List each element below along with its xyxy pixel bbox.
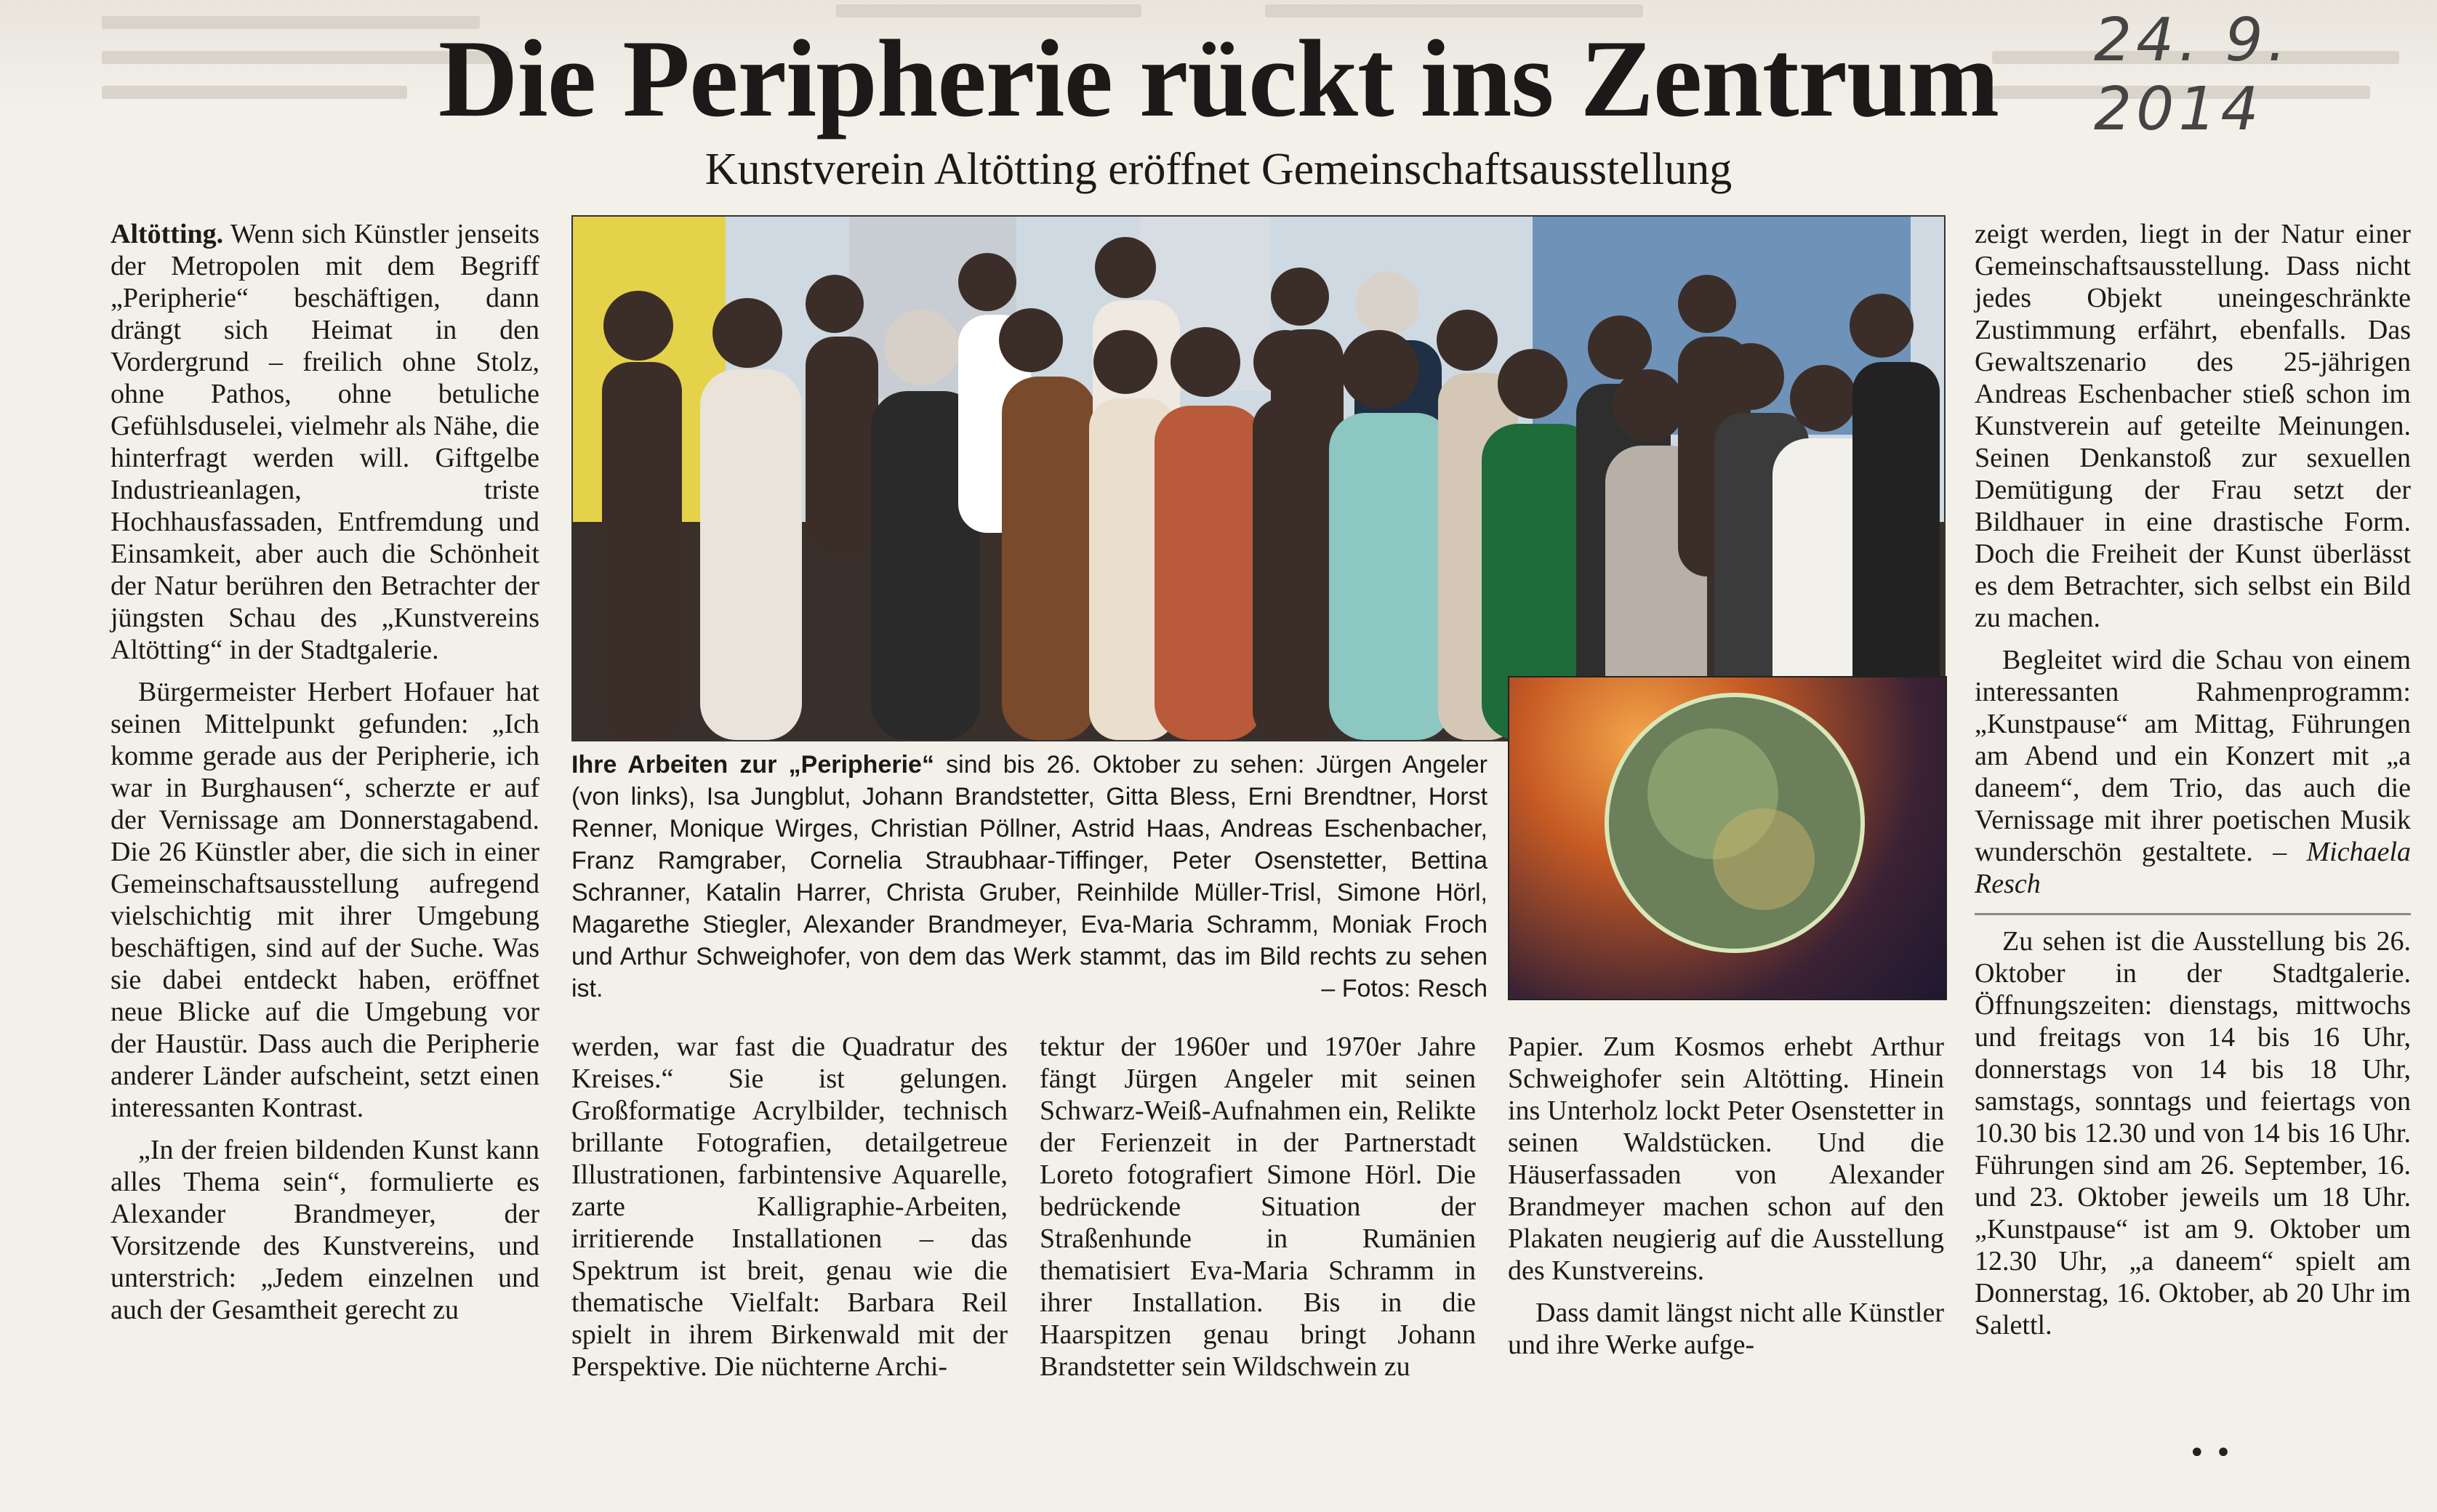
paragraph: Begleitet wird die Schau von einem interessanten Rahmenprogramm: „Kunstpause“ am Mittag, Führungen am Abend und ein Konzert mit „a daneem“, dem Trio, das auch die Vernissage mit ihrer poetischen Musik wunderschön gestaltete. – Michaela Resch	[1975, 645, 2411, 899]
author-signature: – Michaela Resch	[1975, 837, 2411, 899]
paragraph: werden, war fast die Quadratur des Kreises.“ Sie ist gelungen. Großformatige Acrylbilder, technisch brillante Fotografien, detailgetreue Illustrationen, farbintensive Aquarelle, zarte Kalligraphie-Arbeiten, irritierende Installationen – das Spektrum ist breit, genau wie die thematische Vielfalt: Barbara Reil spielt in ihrem Birkenwald mit der Perspektive. Die nüchterne Archi-	[571, 1032, 1008, 1382]
dateline: Altötting.	[111, 219, 224, 249]
subheadline: Kunstverein Altötting eröffnet Gemeinschaftsausstellung	[704, 145, 1733, 194]
group-photo	[571, 215, 1946, 741]
paragraph: Dass damit längst nicht alle Künstler und ihre Werke aufge-	[1508, 1298, 1944, 1360]
caption-lead: Ihre Arbeiten zur „Peripherie“	[571, 751, 934, 779]
paragraph: Bürgermeister Herbert Hofauer hat seinen Mittelpunkt gefunden: „Ich komme gerade aus der Peripherie, ich war in Burghausen“, scherzte er auf der Vernissage am Donnerstagabend. Die 26 Künstler aber, die sich in einer Gemeinschaftsausstellung aufregend vielschichtig mit ihrer Umgebung beschäftigen, sind auf der Suche. Was sie dabei entdeckt haben, eröffnet neue Blicke auf die Umgebung vor der Haustür. Dass auch die Peripherie anderer Länder aufscheint, setzt einen interessanten Kontrast.	[111, 677, 539, 1123]
article-column-2	[571, 1031, 1008, 1394]
article-column-1	[111, 218, 539, 1396]
paragraph: „In der freien bildenden Kunst kann alles Thema sein“, formulierte es Alexander Brandmeyer, der Vorsitzende des Kunstvereins, und unterstrich: „Jedem einzelnen und auch der Gesamtheit gerecht zu	[111, 1135, 539, 1325]
article-column-5	[1975, 218, 2411, 1410]
paragraph: tektur der 1960er und 1970er Jahre fängt Jürgen Angeler mit seinen Schwarz-Weiß-Aufnahmen ein, Relikte der Ferienzeit in der Partnerstadt Loreto fotografiert Simone Hörl. Die bedrückende Situation der Straßenhunde in Rumänien thematisiert Eva-Maria Schramm in ihrer Installation. Bis in die Haarspitzen genau bringt Johann Brandstetter sein Wildschwein zu	[1040, 1032, 1476, 1382]
paragraph: Papier. Zum Kosmos erhebt Arthur Schweighofer sein Altötting. Hinein ins Unterholz lockt Peter Osenstetter in seinen Waldstücken. Und die Häuserfassaden von Alexander Brandmeyer machen schon auf den Plakaten neugierig auf die Ausstellung des Kunstvereins.	[1508, 1032, 1944, 1286]
headline: Die Peripherie rückt ins Zentrum	[438, 17, 1999, 140]
page-marks: • •	[2188, 1436, 2232, 1470]
photo-credit: – Fotos: Resch	[1321, 975, 1488, 1002]
group-photo-illustration	[573, 217, 1944, 740]
article-column-4	[1508, 1031, 1944, 1394]
paragraph: Altötting. Wenn sich Künstler jenseits der Metropolen mit dem Begriff „Peripherie“ beschäftigen, dann drängt sich Heimat in den Vordergrund – freilich ohne Stolz, ohne Pathos, ohne betuliche Gefühlsduselei, vielmehr als Nähe, die hinterfragt werden will. Giftgelbe Industrieanlagen, triste Hochhausfassaden, Entfremdung und Einsamkeit, aber auch die Schönheit der Natur berühren den Betrachter der jüngsten Schau des „Kunstvereins Altötting“ in der Stadtgalerie.	[111, 219, 539, 665]
caption-text: sind bis 26. Oktober zu sehen: Jürgen Angeler (von links), Isa Jungblut, Johann Brandstetter, Gitta Bless, Erni Brendtner, Horst Renner, Monique Wirges, Christian Pöllner, Astrid Haas, Andreas Eschenbacher, Franz Ramgraber, Cornelia Straubhaar-Tiffinger, Peter Osenstetter, Bettina Schranner, Katalin Harrer, Christa Gruber, Reinhilde Müller-Trisl, Simone Hörl, Magarethe Stiegler, Alexander Brandmeyer, Eva-Maria Schramm, Moniak Froch und Arthur Schweighofer, von dem das Werk stammt, das im Bild rechts zu sehen ist.	[571, 751, 1488, 1002]
info-box-rule	[1975, 913, 2411, 915]
article-column-3	[1040, 1031, 1476, 1394]
paragraph: zeigt werden, liegt in der Natur einer Gemeinschaftsausstellung. Dass nicht jedes Objekt uneingeschränkte Zustimmung erfährt, ebenfalls. Das Gewaltszenario des 25-jährigen Andreas Eschenbacher stieß schon im Kunstverein auf geteilte Meinungen. Seinen Denkanstoß zur sexuellen Demütigung der Frau setzt der Bildhauer in eine drastische Form. Doch die Freiheit der Kunst überlässt es dem Betrachter, sich selbst ein Bild zu machen.	[1975, 219, 2411, 633]
photo-caption	[571, 749, 1488, 1005]
handwritten-date: 24. 9. 2014	[2094, 6, 2291, 144]
artwork-photo	[1508, 676, 1947, 1000]
headline-block	[0, 17, 2437, 140]
globe-artwork-illustration	[1509, 677, 1946, 999]
info-box: Zu sehen ist die Ausstellung bis 26. Oktober in der Stadtgalerie. Öffnungszeiten: dienstags, mittwochs und freitags von 14 bis 16 Uhr, donnerstags von 14 bis 18 Uhr, samstags, sonntags und feiertags von 10.30 bis 12.30 und von 14 bis 16 Uhr. Führungen sind am 26. September, 16. und 23. Oktober jeweils um 18 Uhr. „Kunstpause“ ist am 9. Oktober um 12.30 Uhr, „a daneem“ spielt am Donnerstag, 16. Oktober, ab 20 Uhr im Salettl.	[1975, 926, 2411, 1340]
